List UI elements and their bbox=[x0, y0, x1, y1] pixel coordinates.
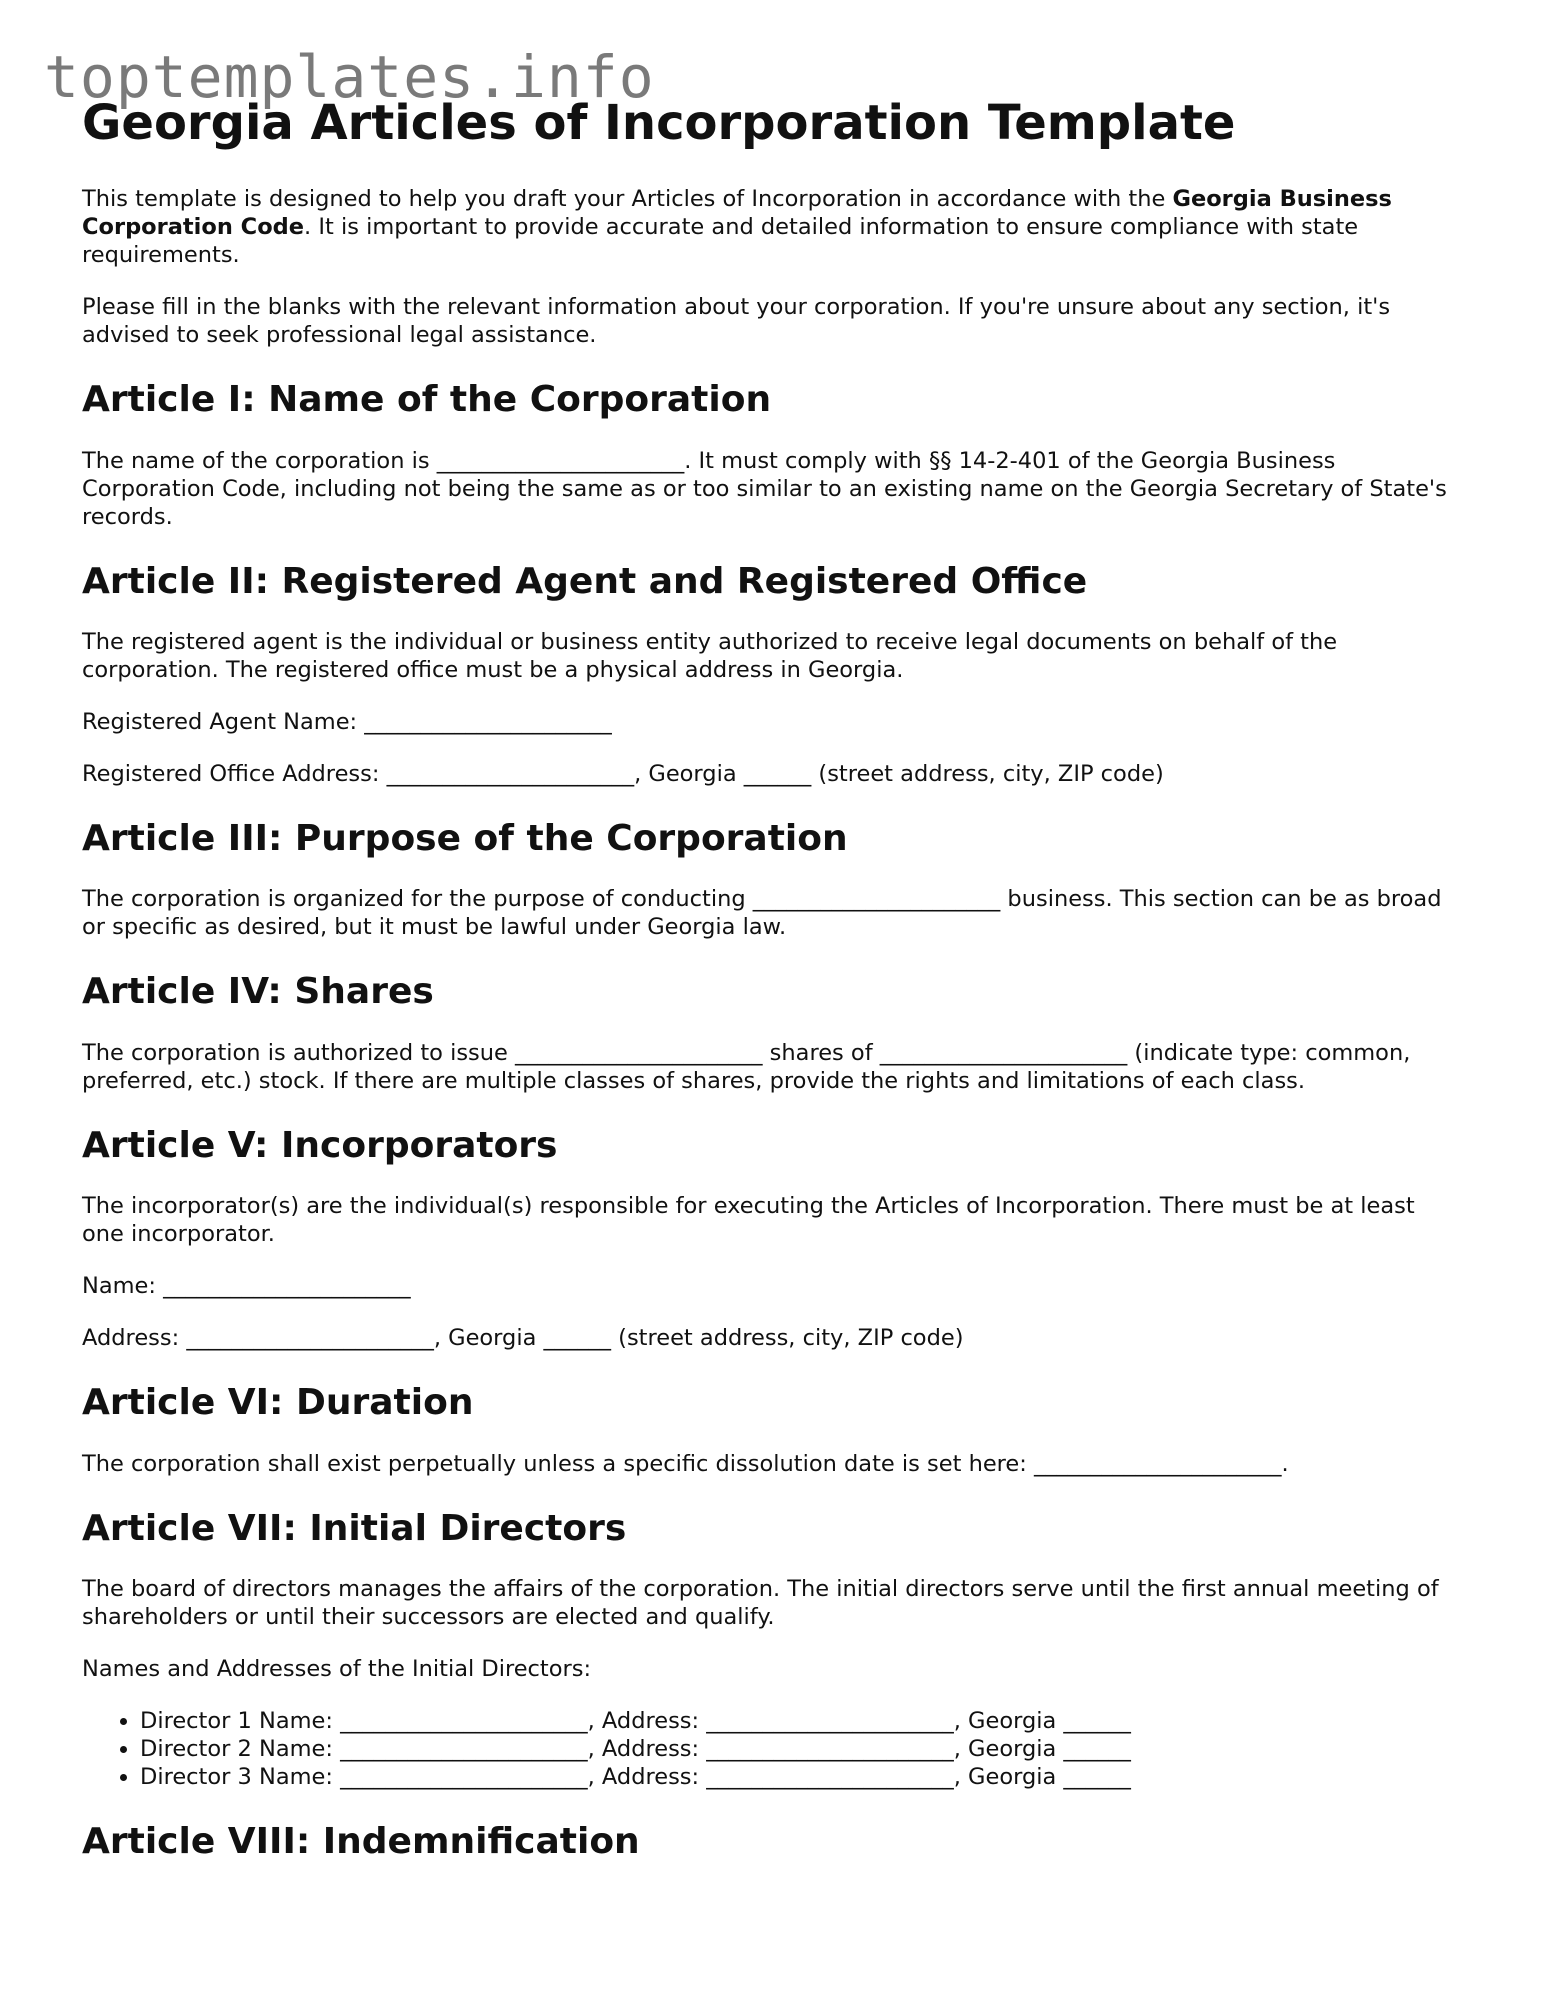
article-4-heading: Article IV: Shares bbox=[82, 971, 434, 1013]
registered-office-field: Registered Office Address: ______________________, Georgia ______ (street address, city, ZIP code) bbox=[82, 760, 1164, 787]
directors-list-label: Names and Addresses of the Initial Directors: bbox=[82, 1655, 592, 1682]
article-7-text: The board of directors manages the affairs of the corporation. The initial directors serve until the first annual meeting of shareholders or until their successors are elected and qualify. bbox=[82, 1575, 1439, 1630]
article-5-text: The incorporator(s) are the individual(s) responsible for executing the Articles of Incorporation. There must be at least one incorporator. bbox=[82, 1193, 1415, 1248]
intro-text-2: . It is important to provide accurate and detailed information to ensure compliance with state requirements. bbox=[82, 214, 1359, 269]
document-page bbox=[82, 96, 1462, 1888]
directors-list bbox=[82, 1707, 1462, 1791]
incorporator-address-field: Address: ______________________, Georgia ______ (street address, city, ZIP code) bbox=[82, 1325, 964, 1352]
article-5-heading: Article V: Incorporators bbox=[82, 1124, 558, 1166]
incorporator-name-field: Name: ______________________ bbox=[82, 1273, 411, 1300]
watermark: toptemplates.info bbox=[44, 43, 655, 111]
article-1-heading: Article I: Name of the Corporation bbox=[82, 379, 772, 421]
article-4-text: The corporation is authorized to issue ______________________ shares of ______________________ (indicate type: common, preferred, etc.) stock. If there are multiple classes of shares, provide the rights and limitations of each class. bbox=[82, 1039, 1411, 1094]
article-6-text: The corporation shall exist perpetually unless a specific dissolution date is set here: ______________________. bbox=[82, 1450, 1289, 1477]
article-6-heading: Article VI: Duration bbox=[82, 1382, 474, 1424]
article-3-text: The corporation is organized for the purpose of conducting ______________________ business. This section can be as broad or specific as desired, but it must be lawful under Georgia law. bbox=[82, 886, 1442, 941]
article-1-text: The name of the corporation is ______________________. It must comply with §§ 14-2-401 of the Georgia Business Corporation Code, including not being the same as or too similar to an existing name on the Georgia Secretary of State's records. bbox=[82, 447, 1447, 530]
list-item: • Director 2 Name: ______________________, Address: ______________________, Georgia ______ bbox=[140, 1735, 1462, 1763]
intro-paragraph-2: Please fill in the blanks with the relevant information about your corporation. If you're unsure about any section, it's advised to seek professional legal assistance. bbox=[82, 294, 1391, 349]
article-3-heading: Article III: Purpose of the Corporation bbox=[82, 817, 848, 859]
code-name-bold: Georgia Business Corporation Code bbox=[82, 186, 1392, 241]
intro-paragraph-1 bbox=[82, 185, 1462, 269]
intro-text-1: This template is designed to help you draft your Articles of Incorporation in accordance with the bbox=[82, 186, 1173, 213]
article-2-heading: Article II: Registered Agent and Registered Office bbox=[82, 560, 1088, 602]
article-2-text: The registered agent is the individual or business entity authorized to receive legal documents on behalf of the corporation. The registered office must be a physical address in Georgia. bbox=[82, 628, 1338, 683]
article-7-heading: Article VII: Initial Directors bbox=[82, 1507, 627, 1549]
list-item: • Director 1 Name: ______________________, Address: ______________________, Georgia ______ bbox=[140, 1707, 1462, 1735]
list-item: • Director 3 Name: ______________________, Address: ______________________, Georgia ______ bbox=[140, 1763, 1462, 1791]
registered-agent-field: Registered Agent Name: ______________________ bbox=[82, 708, 612, 735]
page-title: Georgia Articles of Incorporation Template bbox=[82, 95, 1236, 151]
article-8-heading: Article VIII: Indemnification bbox=[82, 1820, 640, 1862]
